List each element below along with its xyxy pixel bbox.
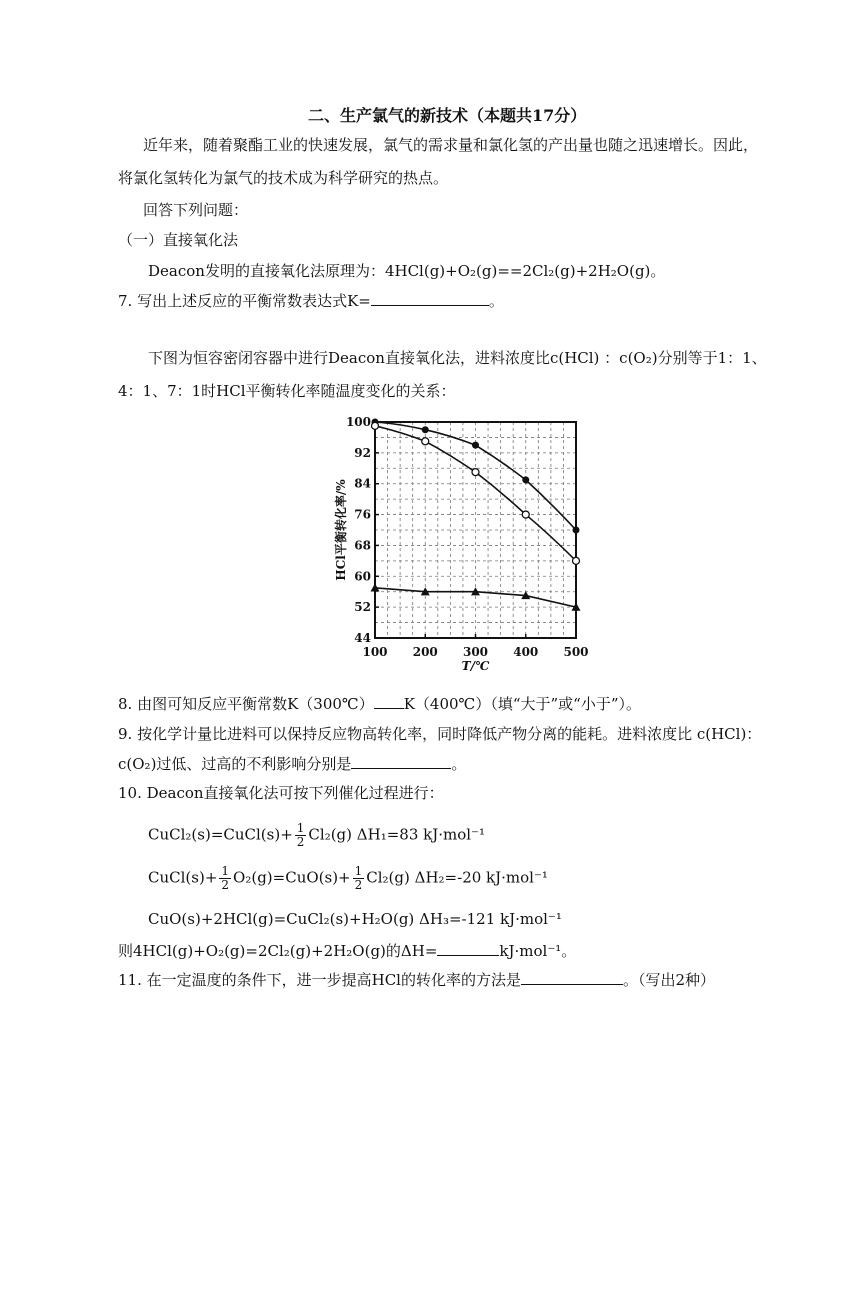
q11-text-2: 。（写出2种） bbox=[622, 971, 716, 989]
half-fraction bbox=[353, 865, 365, 892]
series-2-point bbox=[522, 511, 529, 518]
frac-num: 1 bbox=[296, 821, 305, 835]
y-tick-label: 84 bbox=[354, 476, 371, 491]
q9-answer-blank[interactable] bbox=[351, 753, 451, 769]
series-1-point bbox=[422, 426, 429, 433]
y-axis-label: HCl平衡转化率/% bbox=[334, 479, 348, 581]
equation-1 bbox=[148, 822, 485, 849]
delta-h-answer-blank[interactable] bbox=[437, 940, 499, 956]
intro-line-2: 将氯化氢转化为氯气的技术成为科学研究的热点。 bbox=[118, 169, 449, 187]
series-2-point bbox=[573, 557, 580, 564]
x-axis-label: T/℃ bbox=[461, 659, 490, 673]
condition-line-2: 4：1、7：1时HCl平衡转化率随温度变化的关系： bbox=[118, 382, 456, 400]
section-title: 二、生产氯气的新技术（本题共17分） bbox=[308, 106, 587, 125]
q7-text: 7. 写出上述反应的平衡常数表达式K= bbox=[118, 292, 371, 310]
series-1-point bbox=[522, 476, 529, 483]
question-10: 10. Deacon直接氧化法可按下列催化过程进行： bbox=[118, 784, 444, 802]
equation-2 bbox=[148, 865, 548, 892]
condition-line-1: 下图为恒容密闭容器中进行Deacon直接氧化法，进料浓度比c(HCl) ：c(O₂)分别等于1：1、 bbox=[148, 349, 767, 367]
deacon-principle: Deacon发明的直接氧化法原理为：4HCl(g)+O₂(g)==2Cl₂(g)+2H₂O(g)。 bbox=[148, 262, 666, 280]
frac-den: 2 bbox=[354, 878, 363, 892]
eq2-left: CuCl(s)+ bbox=[148, 868, 218, 887]
y-tick-label: 100 bbox=[345, 415, 371, 429]
frac-num: 1 bbox=[221, 864, 230, 878]
question-9-line-2 bbox=[118, 753, 466, 774]
y-tick-label: 68 bbox=[354, 538, 371, 553]
intro-line-1: 近年来，随着聚酯工业的快速发展，氯气的需求量和氯化氢的产出量也随之迅速增长。因此， bbox=[143, 136, 759, 154]
y-tick-label: 52 bbox=[354, 600, 371, 615]
x-tick-label: 100 bbox=[362, 645, 388, 659]
question-9-line-1: 9. 按化学计量比进料可以保持反应物高转化率，同时降低产物分离的能耗。进料浓度比 c(HCl)： bbox=[118, 725, 762, 743]
question-8 bbox=[118, 693, 641, 714]
x-tick-label: 500 bbox=[563, 645, 589, 659]
equation-3: CuO(s)+2HCl(g)=CuCl₂(s)+H₂O(g) ΔH₃=-121 kJ·mol⁻¹ bbox=[148, 910, 562, 928]
x-tick-label: 300 bbox=[462, 645, 489, 659]
eq1-left: CuCl₂(s)=CuCl(s)+ bbox=[148, 825, 293, 844]
frac-den: 2 bbox=[296, 835, 305, 849]
y-tick-label: 76 bbox=[354, 507, 371, 522]
half-fraction bbox=[295, 822, 307, 849]
half-fraction bbox=[219, 865, 231, 892]
eq1-right: Cl₂(g) ΔH₁=83 kJ·mol⁻¹ bbox=[308, 825, 485, 844]
q11-text-1: 11. 在一定温度的条件下，进一步提高HCl的转化率的方法是 bbox=[118, 971, 521, 989]
q9-text: c(O₂)过低、过高的不利影响分别是 bbox=[118, 755, 352, 773]
series-1-point bbox=[573, 527, 580, 534]
q7-end: 。 bbox=[488, 292, 504, 310]
q8-text-2: K（400℃）（填“大于”或“小于”）。 bbox=[403, 695, 641, 713]
series-2-point bbox=[372, 422, 379, 429]
y-tick-label: 44 bbox=[354, 631, 371, 645]
total-text-1: 则4HCl(g)+O₂(g)=2Cl₂(g)+2H₂O(g)的ΔH= bbox=[118, 942, 438, 960]
q8-answer-blank[interactable] bbox=[374, 693, 404, 709]
total-text-2: kJ·mol⁻¹。 bbox=[499, 942, 577, 960]
x-tick-label: 200 bbox=[412, 645, 438, 659]
q11-answer-blank[interactable] bbox=[521, 969, 623, 985]
frac-den: 2 bbox=[221, 878, 230, 892]
eq2-mid: O₂(g)=CuO(s)+ bbox=[233, 868, 351, 887]
frac-num: 1 bbox=[354, 864, 363, 878]
answer-prompt: 回答下列问题： bbox=[143, 201, 249, 219]
eq2-right: Cl₂(g) ΔH₂=-20 kJ·mol⁻¹ bbox=[366, 868, 548, 887]
question-11 bbox=[118, 969, 715, 990]
series-1-point bbox=[472, 442, 479, 449]
series-2-point bbox=[422, 438, 429, 445]
y-tick-label: 92 bbox=[354, 445, 371, 460]
y-tick-label: 60 bbox=[354, 569, 371, 584]
subsection-heading: （一）直接氧化法 bbox=[118, 231, 239, 249]
q8-text-1: 8. 由图可知反应平衡常数K（300℃） bbox=[118, 695, 374, 713]
x-tick-label: 400 bbox=[513, 645, 539, 659]
q9-end: 。 bbox=[451, 755, 467, 773]
series-2-point bbox=[472, 469, 479, 476]
total-reaction bbox=[118, 940, 576, 961]
